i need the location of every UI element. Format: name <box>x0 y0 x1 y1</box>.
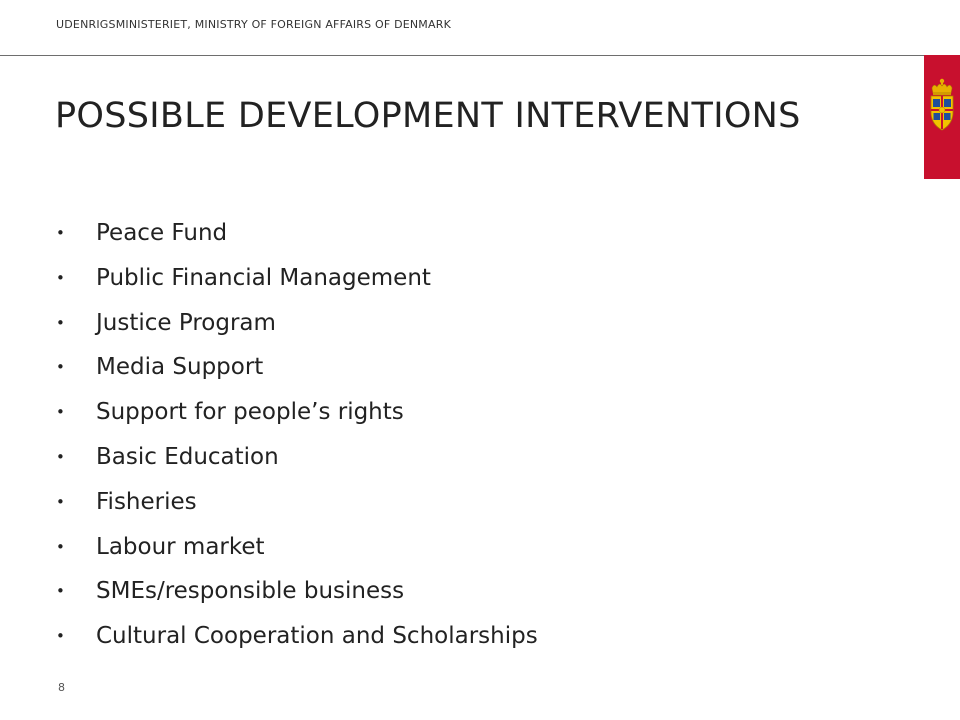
bullet-icon: • <box>56 537 65 556</box>
list-item-text: Justice Program <box>96 309 276 336</box>
list-item-text: Cultural Cooperation and Scholarships <box>96 623 538 650</box>
bullet-icon: • <box>56 582 65 601</box>
page-number: 8 <box>58 681 65 694</box>
bullet-icon: • <box>56 268 65 287</box>
slide-title: POSSIBLE DEVELOPMENT INTERVENTIONS <box>55 96 801 136</box>
header-divider <box>0 55 924 56</box>
ministry-header: UDENRIGSMINISTERIET, MINISTRY OF FOREIGN AFFAIRS OF DENMARK <box>56 18 451 31</box>
bullet-icon: • <box>56 358 65 377</box>
list-item-text: Peace Fund <box>96 220 228 246</box>
coat-of-arms-icon <box>927 78 957 132</box>
bullet-icon: • <box>56 627 65 646</box>
bullet-icon: • <box>56 403 65 422</box>
list-item-text: Public Financial Management <box>96 264 431 291</box>
bullet-icon: • <box>56 492 65 511</box>
shield-icon <box>931 96 953 130</box>
list-item-text: Labour market <box>96 533 265 560</box>
crown-icon <box>932 79 952 95</box>
list-item-text: Basic Education <box>96 443 279 470</box>
bullet-icon: • <box>56 447 65 466</box>
bullet-icon: • <box>56 224 65 242</box>
list-item-text: Fisheries <box>96 488 197 515</box>
list-item-text: SMEs/responsible business <box>96 578 405 605</box>
logo-tab <box>924 55 960 179</box>
list-item-text: Media Support <box>96 354 264 381</box>
bullet-icon: • <box>56 313 65 332</box>
list-item-text: Support for people’s rights <box>96 399 404 426</box>
